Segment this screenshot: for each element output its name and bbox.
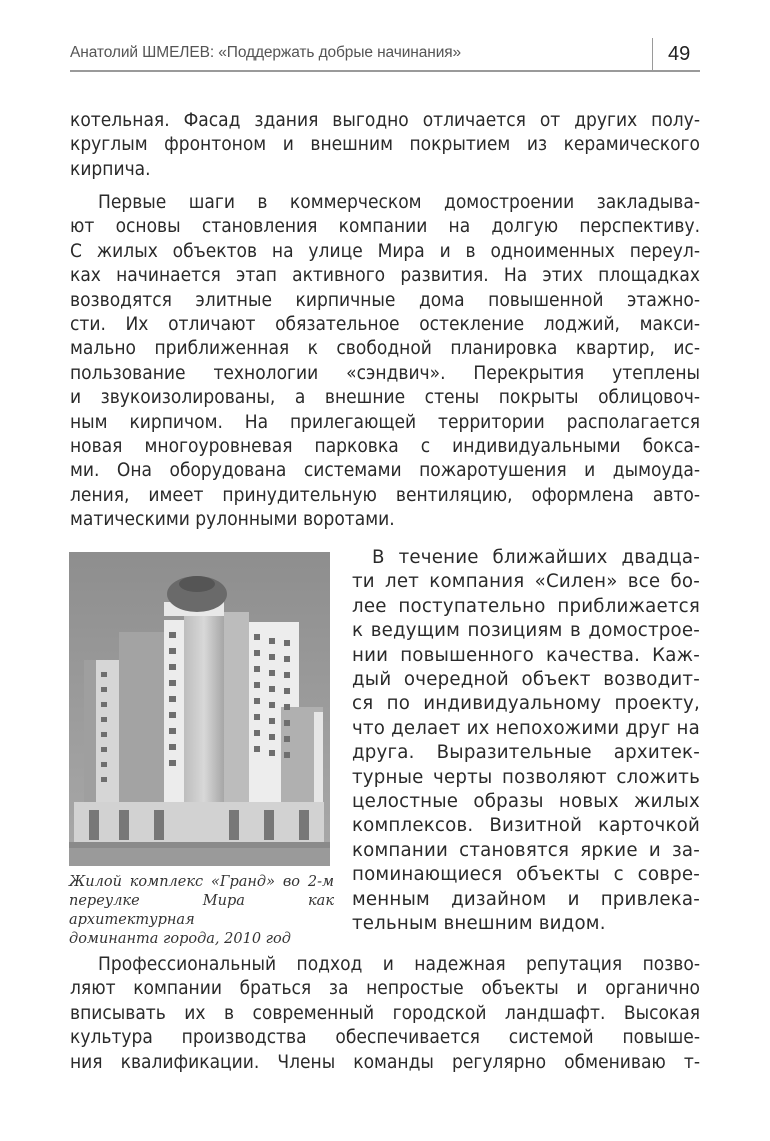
text-line: мально приближенная к свободной планировка квартир, ис- — [70, 337, 700, 360]
text-line: котельная. Фасад здания выгодно отличается от других полу- — [70, 109, 700, 131]
text-line: ния квалификации. Члены команды регулярно обмениваю т- — [70, 1050, 700, 1073]
text-line: вписывать их в современный городской ландшафт. Высокая — [70, 1001, 700, 1024]
paragraph-1 — [70, 108, 700, 181]
text-line: С жилых объектов на улице Мира и в одноименных переул- — [70, 239, 700, 262]
text-line: поминающиеся объекты с совре- — [352, 864, 700, 886]
text-line: сти. Их отличают обязательное остекление лоджий, макси- — [70, 313, 700, 336]
text-line: Профессиональный подход и надежная репутация позво- — [98, 953, 700, 975]
paragraph-4 — [70, 952, 700, 1074]
page-number: 49 — [668, 43, 691, 65]
text-line: дый очередной объект возводит- — [352, 669, 700, 691]
header-divider — [652, 38, 653, 70]
text-line: компании становятся яркие и за- — [352, 839, 700, 861]
caption-line: переулке Мира как архитектурная — [69, 893, 334, 928]
building-illustration — [69, 552, 330, 866]
text-line: кирпича. — [70, 157, 151, 180]
header-rule — [70, 70, 700, 72]
text-line: ным кирпичом. На прилегающей территории располагается — [70, 410, 700, 433]
text-line: нии повышенного качества. Каж- — [352, 644, 700, 666]
text-line: ми. Она оборудована системами пожаротушения и дымоуда- — [70, 459, 700, 482]
text-line: Первые шаги в коммерческом домостроении закладыва- — [98, 191, 700, 213]
text-line: В течение ближайших двадца- — [372, 547, 700, 568]
text-line: новая многоуровневая парковка с индивидуальными бокса- — [70, 435, 700, 458]
text-line: ках начинается этап активного развития. На этих площадках — [70, 264, 700, 287]
running-header — [70, 38, 700, 71]
text-line: ляют компании браться за непростые объекты и органично — [70, 977, 700, 1000]
text-line: возводятся элитные кирпичные дома повышенной этажно- — [70, 288, 700, 311]
text-line: что делает их непохожими друг на — [352, 717, 700, 739]
paragraph-3 — [352, 546, 700, 937]
text-line: тельным внешним видом. — [352, 913, 606, 935]
text-line: друга. Выразительные архитек- — [352, 742, 700, 764]
text-line: целостные образы новых жилых — [352, 791, 700, 813]
text-line: ления, имеет принудительную вентиляцию, оформлена авто- — [70, 483, 700, 506]
text-line: пользование технологии «сэндвич». Перекрытия утеплены — [70, 361, 700, 384]
caption-line: доминанта города, 2010 год — [69, 931, 291, 947]
text-line: турные черты позволяют сложить — [352, 766, 700, 788]
text-line: комплексов. Визитной карточкой — [352, 815, 700, 837]
text-line: лее поступательно приближается — [352, 595, 700, 617]
text-line: к ведущим позициям в домострое- — [352, 620, 700, 642]
running-title: Анатолий ШМЕЛЕВ: «Поддержать добрые начинания» — [70, 44, 462, 61]
text-line: культура производства обеспечивается системой повыше- — [70, 1026, 700, 1049]
text-line: круглым фронтоном и внешним покрытием из керамического — [70, 133, 700, 156]
text-line: менным дизайном и привлека- — [352, 888, 700, 910]
text-line: матическими рулонными воротами. — [70, 508, 395, 531]
building-photo — [69, 552, 330, 866]
text-line: и звукоизолированы, а внешние стены покрыты облицовоч- — [70, 386, 700, 409]
caption-line: Жилой комплекс «Гранд» во 2-м — [69, 874, 334, 890]
text-line: ти лет компания «Силен» все бо- — [352, 571, 700, 593]
text-line: ют основы становления компании на долгую перспективу. — [70, 215, 700, 238]
text-line: ся по индивидуальному проекту, — [352, 693, 700, 715]
paragraph-2 — [70, 190, 700, 532]
figure-caption — [69, 873, 334, 949]
